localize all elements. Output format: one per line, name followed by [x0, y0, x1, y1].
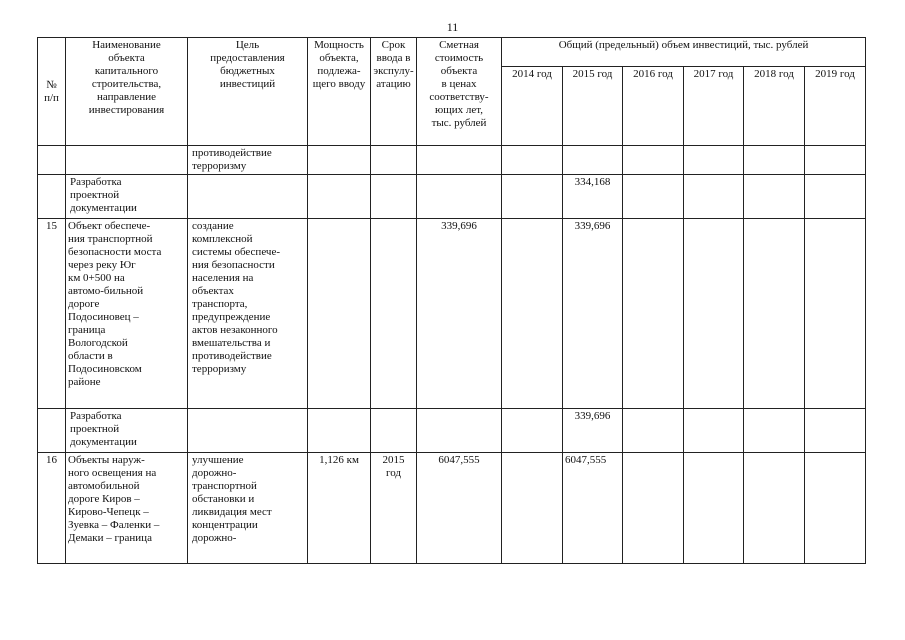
cell-goal: противодействие терроризму: [188, 146, 308, 175]
cell-goal: создание комплексной системы обеспече- ния безопасности населения на объектах транспорта, предупреждение актов незаконного вмешательства и противодействие терроризму: [188, 219, 308, 409]
header-year-2017: 2017 год: [684, 67, 744, 146]
cell-num: [38, 175, 66, 219]
header-year-2015: 2015 год: [563, 67, 623, 146]
cell-2017: [684, 175, 744, 219]
cell-2017: [684, 219, 744, 409]
header-goal: Цель предоставления бюджетных инвестиций: [188, 38, 308, 146]
cell-2015: [563, 146, 623, 175]
cell-2015: 334,168: [563, 175, 623, 219]
cell-2016: [623, 175, 684, 219]
table-row: [38, 175, 866, 219]
cell-cost: [417, 175, 502, 219]
cell-2018: [744, 175, 805, 219]
page-number: 11: [446, 20, 459, 34]
cell-2015: 339,696: [563, 219, 623, 409]
cell-object: Объекты наруж- ного освещения на автомобильной дороге Киров – Кирово-Чепецк – Зуевка – Фаленки – Демаки – граница: [66, 453, 188, 564]
cell-term: [371, 146, 417, 175]
cell-2016: [623, 409, 684, 453]
cell-2014: [502, 453, 563, 564]
cell-2014: [502, 146, 563, 175]
header-row-1: [38, 38, 866, 67]
cell-2018: [744, 219, 805, 409]
header-num: № п/п: [38, 38, 66, 146]
cell-capacity: [308, 175, 371, 219]
cell-2018: [744, 146, 805, 175]
cell-2019: [805, 175, 866, 219]
cell-term: [371, 219, 417, 409]
cell-2018: [744, 409, 805, 453]
cell-capacity: [308, 146, 371, 175]
cell-object: Разработка проектной документации: [66, 409, 188, 453]
cell-2016: [623, 453, 684, 564]
header-object: Наименование объекта капитального строительства, направление инвестирования: [66, 38, 188, 146]
cell-goal: [188, 409, 308, 453]
header-year-2019: 2019 год: [805, 67, 866, 146]
cell-cost: [417, 146, 502, 175]
cell-2019: [805, 219, 866, 409]
cell-object: [66, 146, 188, 175]
cell-cost: 6047,555: [417, 453, 502, 564]
header-year-2014: 2014 год: [502, 67, 563, 146]
header-year-2016: 2016 год: [623, 67, 684, 146]
cell-goal: [188, 175, 308, 219]
cell-object: Разработка проектной документации: [66, 175, 188, 219]
cell-2018: [744, 453, 805, 564]
cell-2019: [805, 453, 866, 564]
table-row: [38, 219, 866, 409]
cell-term: [371, 409, 417, 453]
cell-cost: 339,696: [417, 219, 502, 409]
cell-2019: [805, 409, 866, 453]
cell-2017: [684, 409, 744, 453]
cell-2015: 6047,555: [563, 453, 623, 564]
cell-num: [38, 409, 66, 453]
cell-2014: [502, 175, 563, 219]
cell-capacity: 1,126 км: [308, 453, 371, 564]
cell-object: Объект обеспече- ния транспортной безопасности моста через реку Юг км 0+500 на автомо-бильной дороге Подосиновец – граница Вологодской области в Подосиновском районе: [66, 219, 188, 409]
cell-num: 15: [38, 219, 66, 409]
cell-2019: [805, 146, 866, 175]
cell-term: [371, 175, 417, 219]
cell-2016: [623, 146, 684, 175]
cell-capacity: [308, 219, 371, 409]
cell-2017: [684, 146, 744, 175]
table-row: [38, 146, 866, 175]
cell-2016: [623, 219, 684, 409]
cell-term: 2015 год: [371, 453, 417, 564]
cell-2017: [684, 453, 744, 564]
header-total-investment: Общий (предельный) объем инвестиций, тыс. рублей: [502, 38, 866, 67]
header-capacity: Мощность объекта, подлежа- щего вводу: [308, 38, 371, 146]
cell-num: [38, 146, 66, 175]
table-row: [38, 409, 866, 453]
header-term: Срок ввода в экспулу- атацию: [371, 38, 417, 146]
cell-2015: 339,696: [563, 409, 623, 453]
cell-capacity: [308, 409, 371, 453]
header-year-2018: 2018 год: [744, 67, 805, 146]
cell-cost: [417, 409, 502, 453]
header-cost: Сметная стоимость объекта в ценах соответству- ющих лет, тыс. рублей: [417, 38, 502, 146]
cell-2014: [502, 219, 563, 409]
table-row: [38, 453, 866, 564]
cell-2014: [502, 409, 563, 453]
cell-goal: улучшение дорожно- транспортной обстановки и ликвидация мест концентрации дорожно-: [188, 453, 308, 564]
cell-num: 16: [38, 453, 66, 564]
investment-table: [37, 37, 866, 564]
